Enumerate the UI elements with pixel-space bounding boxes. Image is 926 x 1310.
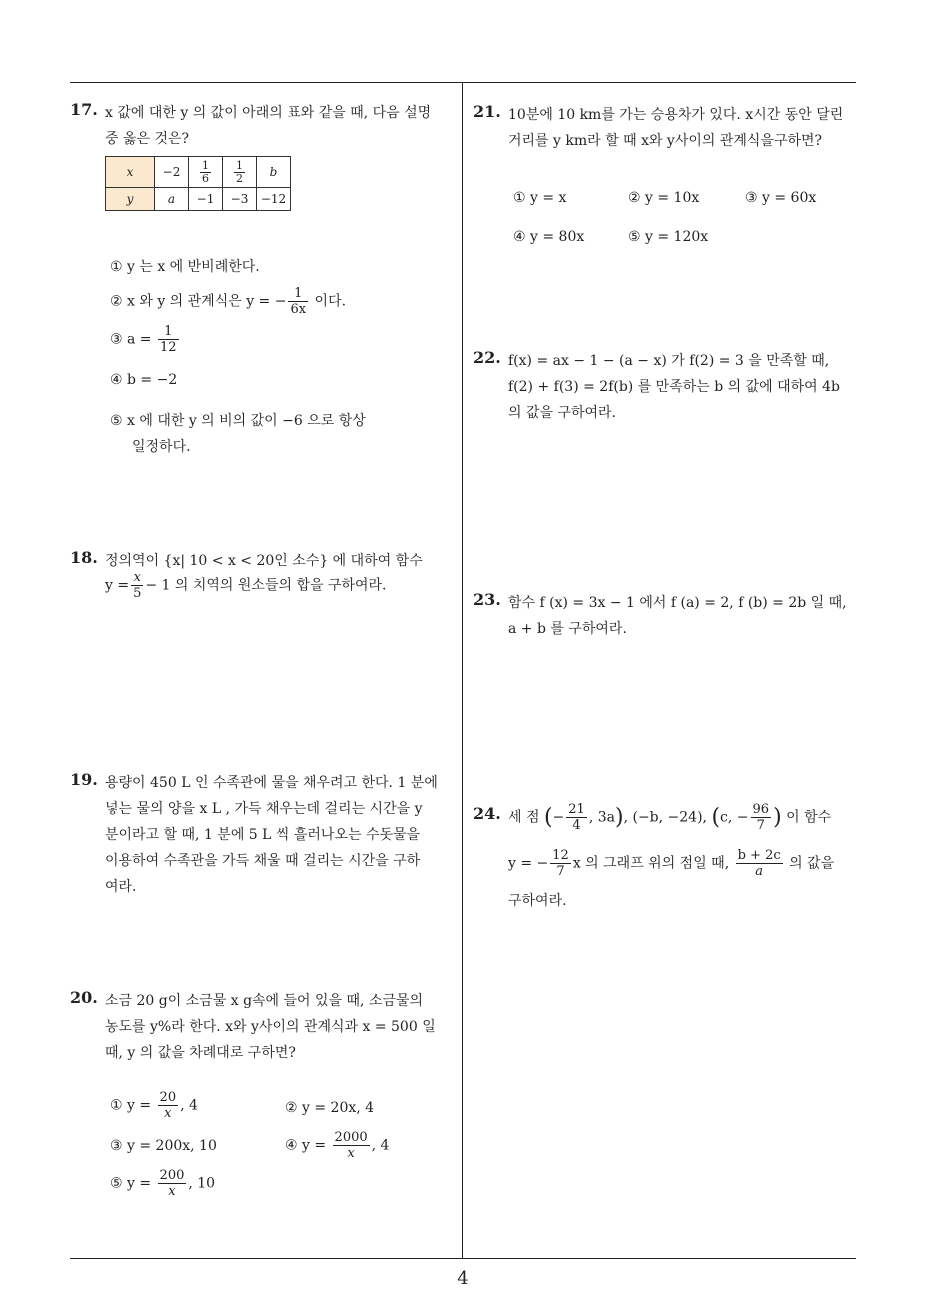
question-text <box>508 590 847 642</box>
table-cell: −3 <box>223 188 257 211</box>
column-divider <box>462 83 463 1258</box>
fraction: $\frac{1}{12}$ <box>159 324 177 355</box>
option-1: ① y = $\frac{20}{x}$ , 4 <box>110 1090 198 1121</box>
question-number: 18. <box>70 548 98 567</box>
option-3: ③ y = 60x <box>745 190 817 206</box>
option-1: ① y = x <box>513 190 567 206</box>
question-line: f(2) + f(3) = 2f(b) 를 만족하는 b 의 값에 대하여 4b <box>508 379 841 395</box>
question-line: 농도를 y%라 한다. x와 y사이의 관계식과 x = 500 일 <box>105 1019 436 1035</box>
fraction: $\frac{b + 2c}{a}$ <box>737 848 781 879</box>
option-2: ② x 와 y 의 관계식은 y = − $\frac{1}{6x}$ 이다. <box>110 286 347 317</box>
question-line: 때, y 의 값을 차례대로 구하면? <box>105 1045 296 1061</box>
page-number: 4 <box>457 1268 469 1289</box>
question-line: 10분에 10 km를 가는 승용차가 있다. x시간 동안 달린 <box>508 107 844 123</box>
fraction: $\frac{20}{x}$ <box>159 1090 177 1121</box>
fraction: $\frac{12}{7}$ <box>552 848 569 879</box>
question-text <box>105 100 431 152</box>
question-line: 넣는 물의 양을 x L , 가득 채우는데 걸리는 시간을 y <box>105 801 423 817</box>
bottom-rule <box>70 1258 856 1259</box>
option-5: ⑤ y = $\frac{200}{x}$ , 10 <box>110 1168 216 1199</box>
question-number: 20. <box>70 988 98 1007</box>
question-text <box>105 988 436 1066</box>
table-cell: $\frac{1}{6}$ <box>189 157 223 188</box>
value-table <box>105 156 291 211</box>
question-line: 세 점 (− $\frac{21}{4}$ , 3a), (−b, −24), (c, − $\frac{96}{7}$ ) 이 함수 <box>508 802 832 833</box>
question-line: 의 값을 구하여라. <box>508 405 617 421</box>
top-rule <box>70 82 856 83</box>
question-line: 구하여라. <box>508 893 567 909</box>
question-number: 19. <box>70 770 98 789</box>
fraction: $\frac{96}{7}$ <box>752 802 770 833</box>
option-2: ② y = 20x, 4 <box>285 1100 375 1116</box>
question-line: f(x) = ax − 1 − (a − x) 가 f(2) = 3 을 만족할 때, <box>508 353 830 369</box>
fraction: $\frac{1}{6x}$ <box>290 286 307 317</box>
table-cell: −12 <box>257 188 291 211</box>
question-number: 17. <box>70 100 98 119</box>
question-line: 중 옳은 것은? <box>105 131 190 147</box>
question-line: 정의역이 {x| 10 < x < 20인 소수} 에 대하여 함수 <box>105 553 423 569</box>
question-number: 23. <box>473 590 501 609</box>
question-line: y = $\frac{x}{5}$ − 1 의 치역의 원소들의 합을 구하여라. <box>105 570 387 601</box>
question-number: 21. <box>473 102 501 121</box>
question-line: y = − $\frac{12}{7}$ x 의 그래프 위의 점일 때, $\frac{b + 2c}{a}$ 의 값을 <box>508 848 835 879</box>
option-3: ③ a = $\frac{1}{12}$ <box>110 324 177 355</box>
question-text <box>105 770 438 900</box>
question-line: 여라. <box>105 879 137 895</box>
option-1: ① y 는 x 에 반비례한다. <box>110 259 260 275</box>
question-line: a + b 를 구하여라. <box>508 621 627 637</box>
question-line: 이용하여 수족관을 가득 채울 때 걸리는 시간을 구하 <box>105 853 421 869</box>
table-header-y: y <box>106 188 155 211</box>
question-line: 분이라고 할 때, 1 분에 5 L 씩 흘러나오는 수돗물을 <box>105 827 421 843</box>
question-line: 용량이 450 L 인 수족관에 물을 채우려고 한다. 1 분에 <box>105 775 438 791</box>
question-text <box>508 348 840 426</box>
option-4: ④ y = $\frac{2000}{x}$ , 4 <box>285 1130 390 1161</box>
question-line: 거리를 y km라 할 때 x와 y사이의 관계식을구하면? <box>508 133 823 149</box>
question-line: x 값에 대한 y 의 값이 아래의 표와 같을 때, 다음 설명 <box>105 105 432 121</box>
table-cell: a <box>155 188 189 211</box>
table-cell: −2 <box>155 157 189 188</box>
table-cell: −1 <box>189 188 223 211</box>
question-line: 소금 20 g이 소금물 x g속에 들어 있을 때, 소금물의 <box>105 993 424 1009</box>
question-line: 함수 f (x) = 3x − 1 에서 f (a) = 2, f (b) = 2b 일 때, <box>508 595 847 611</box>
option-4: ④ b = −2 <box>110 372 178 388</box>
option-5: ⑤ y = 120x <box>628 229 709 245</box>
question-number: 22. <box>473 348 501 367</box>
table-header-x: x <box>106 157 155 188</box>
question-number: 24. <box>473 804 501 823</box>
option-5: ⑤ x 에 대한 y 의 비의 값이 −6 으로 항상 일정하다. <box>110 413 366 455</box>
fraction: $\frac{x}{5}$ <box>133 570 142 601</box>
option-4: ④ y = 80x <box>513 229 585 245</box>
table-cell: b <box>257 157 291 188</box>
question-text <box>508 102 843 154</box>
fraction: $\frac{2000}{x}$ <box>334 1130 368 1161</box>
option-3: ③ y = 200x, 10 <box>110 1138 217 1154</box>
fraction: $\frac{200}{x}$ <box>159 1168 185 1199</box>
table-cell: $\frac{1}{2}$ <box>223 157 257 188</box>
option-2: ② y = 10x <box>628 190 700 206</box>
fraction: $\frac{21}{4}$ <box>568 802 585 833</box>
